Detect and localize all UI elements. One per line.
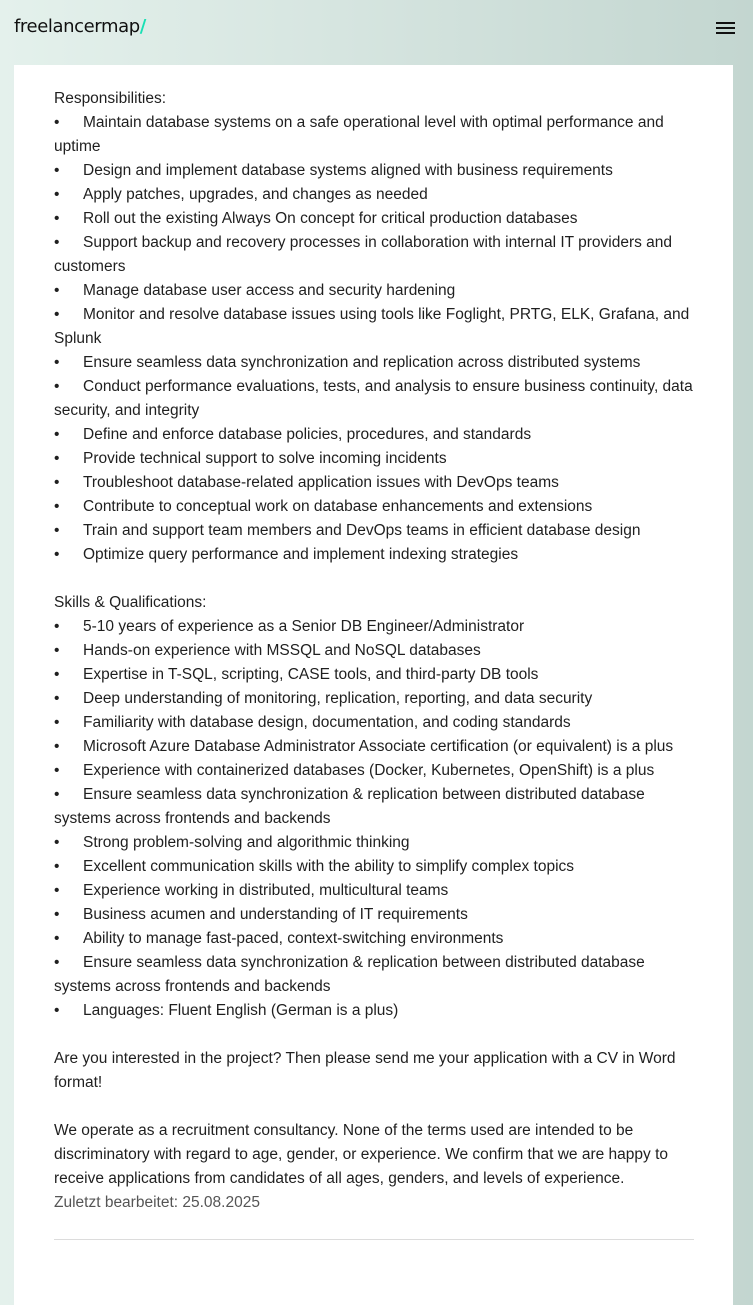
list-item xyxy=(54,879,694,903)
bullet-icon: • xyxy=(54,210,60,227)
bullet-icon: • xyxy=(54,1002,60,1019)
bullet-icon: • xyxy=(54,906,60,923)
bullet-icon: • xyxy=(54,690,60,707)
bullet-icon: • xyxy=(54,474,60,491)
list-item xyxy=(54,903,694,927)
project-description-card xyxy=(14,65,733,1305)
list-item xyxy=(54,375,694,423)
list-item xyxy=(54,783,694,831)
divider xyxy=(54,1239,694,1240)
list-item-text: Familiarity with database design, documentation, and coding standards xyxy=(83,714,571,731)
list-item-text: Roll out the existing Always On concept for critical production databases xyxy=(83,210,578,227)
bullet-icon: • xyxy=(54,762,60,779)
list-item-text: Expertise in T-SQL, scripting, CASE tools, and third-party DB tools xyxy=(83,666,539,683)
application-call-to-action: Are you interested in the project? Then please send me your application with a CV in Word format! xyxy=(54,1050,676,1091)
bullet-icon: • xyxy=(54,666,60,683)
bullet-icon: • xyxy=(54,954,60,971)
list-item xyxy=(54,639,694,663)
list-item-text: Provide technical support to solve incoming incidents xyxy=(83,450,447,467)
list-item-text: Optimize query performance and implement indexing strategies xyxy=(83,546,519,563)
skills-heading: Skills & Qualifications: xyxy=(54,594,207,611)
list-item xyxy=(54,543,694,567)
list-item xyxy=(54,855,694,879)
list-item xyxy=(54,111,694,159)
list-item-text: Apply patches, upgrades, and changes as needed xyxy=(83,186,428,203)
list-item xyxy=(54,231,694,279)
list-item xyxy=(54,351,694,375)
list-item-text: Design and implement database systems aligned with business requirements xyxy=(83,162,613,179)
list-item xyxy=(54,495,694,519)
list-item xyxy=(54,519,694,543)
responsibilities-list xyxy=(54,111,694,567)
list-item-text: Ensure seamless data synchronization & replication between distributed database systems across frontends and backends xyxy=(54,954,645,995)
skills-list xyxy=(54,615,694,1023)
list-item xyxy=(54,759,694,783)
list-item-text: Hands-on experience with MSSQL and NoSQL databases xyxy=(83,642,481,659)
list-item xyxy=(54,471,694,495)
bullet-icon: • xyxy=(54,450,60,467)
list-item-text: Conduct performance evaluations, tests, and analysis to ensure business continuity, data security, and integrity xyxy=(54,378,693,419)
last-edited-date: Zuletzt bearbeitet: 25.08.2025 xyxy=(54,1194,260,1211)
bullet-icon: • xyxy=(54,186,60,203)
list-item xyxy=(54,303,694,351)
list-item-text: Experience working in distributed, multicultural teams xyxy=(83,882,449,899)
list-item-text: Deep understanding of monitoring, replication, reporting, and data security xyxy=(83,690,593,707)
bullet-icon: • xyxy=(54,522,60,539)
top-bar xyxy=(0,0,753,60)
list-item-text: Train and support team members and DevOps teams in efficient database design xyxy=(83,522,641,539)
disclaimer-text: We operate as a recruitment consultancy. None of the terms used are intended to be discriminatory with regard to age, gender, or experience. We confirm that we are happy to receive applications from candidates of all ages, genders, and levels of experience. xyxy=(54,1122,668,1187)
bullet-icon: • xyxy=(54,114,60,131)
list-item xyxy=(54,447,694,471)
list-item-text: Define and enforce database policies, procedures, and standards xyxy=(83,426,532,443)
list-item xyxy=(54,663,694,687)
list-item xyxy=(54,951,694,999)
list-item xyxy=(54,159,694,183)
hamburger-menu-icon[interactable] xyxy=(716,22,735,36)
bullet-icon: • xyxy=(54,858,60,875)
list-item xyxy=(54,423,694,447)
bullet-icon: • xyxy=(54,354,60,371)
list-item-text: Support backup and recovery processes in collaboration with internal IT providers and customers xyxy=(54,234,673,275)
list-item-text: Experience with containerized databases (Docker, Kubernetes, OpenShift) is a plus xyxy=(83,762,655,779)
list-item-text: Strong problem-solving and algorithmic thinking xyxy=(83,834,410,851)
logo-text: freelancermap xyxy=(14,16,140,37)
bullet-icon: • xyxy=(54,786,60,803)
list-item-text: Ensure seamless data synchronization and replication across distributed systems xyxy=(83,354,641,371)
list-item xyxy=(54,735,694,759)
bullet-icon: • xyxy=(54,618,60,635)
list-item-text: Microsoft Azure Database Administrator Associate certification (or equivalent) is a plus xyxy=(83,738,674,755)
bullet-icon: • xyxy=(54,546,60,563)
list-item xyxy=(54,615,694,639)
bullet-icon: • xyxy=(54,162,60,179)
freelancermap-logo[interactable] xyxy=(14,16,146,37)
list-item xyxy=(54,687,694,711)
bullet-icon: • xyxy=(54,234,60,251)
bullet-icon: • xyxy=(54,426,60,443)
list-item-text: Troubleshoot database-related application issues with DevOps teams xyxy=(83,474,559,491)
list-item xyxy=(54,207,694,231)
list-item xyxy=(54,711,694,735)
bullet-icon: • xyxy=(54,282,60,299)
list-item-text: Business acumen and understanding of IT requirements xyxy=(83,906,468,923)
list-item-text: Languages: Fluent English (German is a plus) xyxy=(83,1002,399,1019)
list-item-text: Ability to manage fast-paced, context-switching environments xyxy=(83,930,504,947)
list-item-text: Excellent communication skills with the ability to simplify complex topics xyxy=(83,858,575,875)
list-item-text: Manage database user access and security hardening xyxy=(83,282,456,299)
bullet-icon: • xyxy=(54,498,60,515)
logo-slash: / xyxy=(139,16,146,37)
list-item xyxy=(54,183,694,207)
list-item xyxy=(54,831,694,855)
responsibilities-heading: Responsibilities: xyxy=(54,90,166,107)
list-item xyxy=(54,999,694,1023)
bullet-icon: • xyxy=(54,306,60,323)
list-item xyxy=(54,927,694,951)
bullet-icon: • xyxy=(54,834,60,851)
bullet-icon: • xyxy=(54,378,60,395)
project-description xyxy=(54,87,694,1240)
list-item-text: Monitor and resolve database issues using tools like Foglight, PRTG, ELK, Grafana, and Splunk xyxy=(54,306,690,347)
bullet-icon: • xyxy=(54,930,60,947)
list-item-text: Maintain database systems on a safe operational level with optimal performance and uptime xyxy=(54,114,664,155)
bullet-icon: • xyxy=(54,738,60,755)
list-item xyxy=(54,279,694,303)
bullet-icon: • xyxy=(54,642,60,659)
bullet-icon: • xyxy=(54,714,60,731)
list-item-text: Ensure seamless data synchronization & replication between distributed database systems across frontends and backends xyxy=(54,786,645,827)
bullet-icon: • xyxy=(54,882,60,899)
list-item-text: 5-10 years of experience as a Senior DB Engineer/Administrator xyxy=(83,618,525,635)
list-item-text: Contribute to conceptual work on database enhancements and extensions xyxy=(83,498,593,515)
